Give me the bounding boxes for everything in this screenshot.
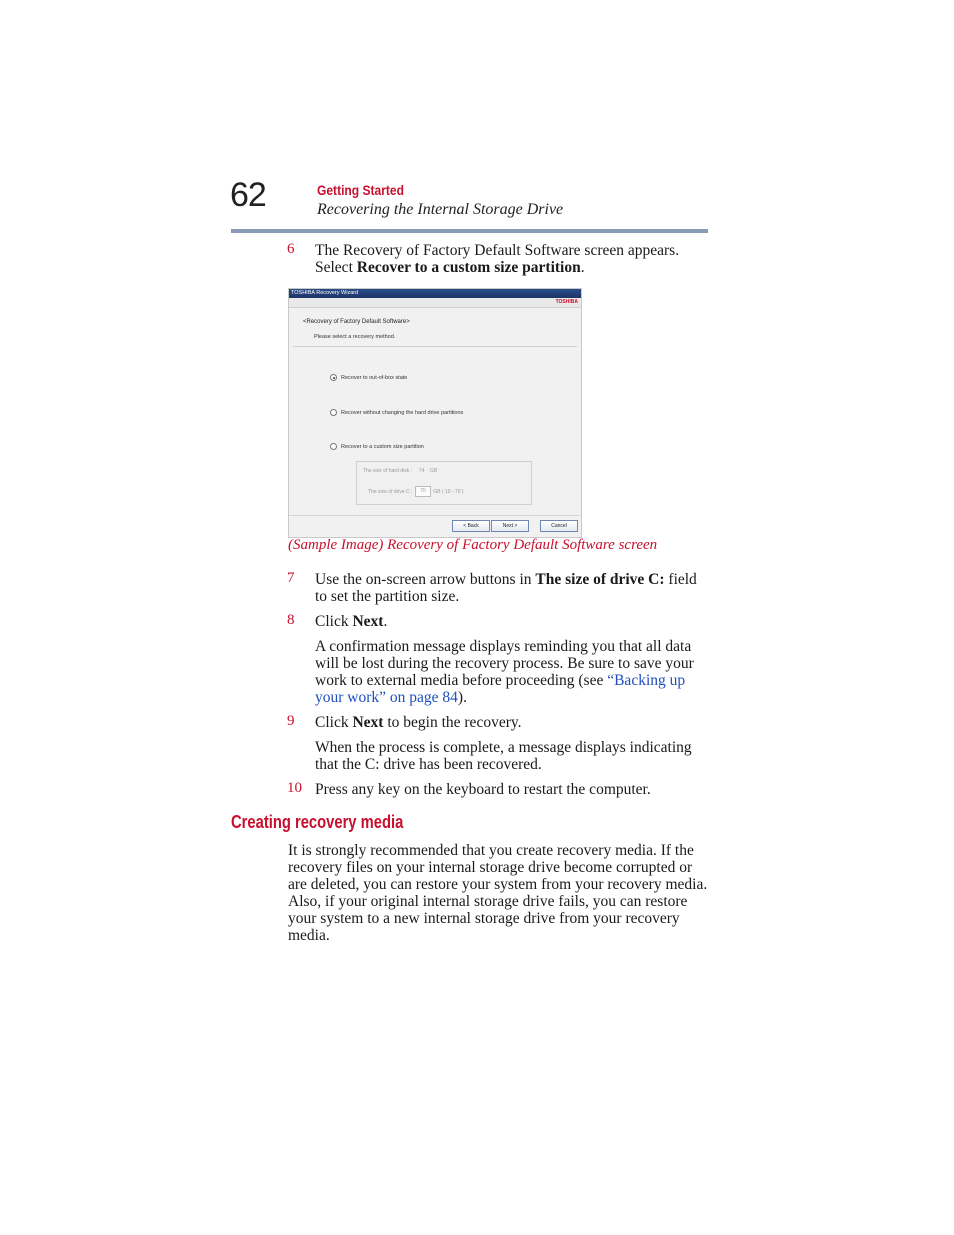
radio-icon[interactable] — [330, 374, 337, 381]
partition-size-group — [356, 461, 532, 505]
step-9-note: When the process is complete, a message displays indicating that the C: drive has been recovered. — [315, 739, 692, 773]
figure-caption: (Sample Image) Recovery of Factory Default Software screen — [288, 537, 658, 553]
divider — [289, 515, 581, 516]
step-number-9: 9 — [287, 713, 295, 729]
step-number-8: 8 — [287, 612, 295, 628]
step-7-text: Use the on-screen arrow buttons in The size of drive C: field to set the partition size. — [315, 571, 697, 605]
cancel-button[interactable]: Cancel — [540, 520, 578, 532]
radio-icon[interactable] — [330, 443, 337, 450]
option-custom-partition[interactable] — [330, 443, 424, 450]
step-number-10: 10 — [287, 780, 302, 796]
radio-icon[interactable] — [330, 409, 337, 416]
drive-c-size-stepper[interactable]: 70 — [415, 486, 431, 497]
step-8-text: Click Next. — [315, 613, 388, 630]
section-body: It is strongly recommended that you create recovery media. If the recovery files on your internal storage drive become corrupted or are deleted, you can restore your system from your recovery media. Also, if your original internal storage drive fails, you can restore your system to a new internal storage drive from your recovery media. — [288, 842, 708, 944]
wizard-title-bar: TOSHIBA Recovery Wizard — [289, 289, 582, 298]
option-label: Recover without changing the hard drive partitions — [341, 409, 464, 416]
step-number-7: 7 — [287, 570, 295, 586]
option-label: Recover to a custom size partition — [341, 443, 424, 450]
section-title: Getting Started — [317, 182, 404, 198]
step-10-text: Press any key on the keyboard to restart the computer. — [315, 781, 651, 798]
hard-disk-size-label: The size of hard disk : — [363, 468, 412, 474]
option-label: Recover to out-of-box state — [341, 374, 408, 381]
option-keep-partitions[interactable] — [330, 409, 463, 416]
next-button[interactable]: Next > — [491, 520, 529, 532]
hard-disk-size-value: 74 — [418, 468, 425, 474]
section-heading: Creating recovery media — [231, 812, 404, 832]
drive-c-size-row — [368, 486, 464, 497]
hard-disk-size-unit: GB — [430, 468, 438, 474]
header-rule — [231, 229, 708, 233]
step-6-text: The Recovery of Factory Default Software screen appears. Select Recover to a custom size partition. — [315, 242, 680, 276]
wizard-brand-bar — [289, 298, 581, 308]
step-number-6: 6 — [287, 241, 295, 257]
recovery-wizard-screenshot — [288, 288, 582, 538]
step-8-note: A confirmation message displays reminding you that all data will be lost during the recovery process. Be sure to save your work to external media before proceeding (see “Backing up your work” on page 84). — [315, 638, 694, 706]
drive-c-size-label: The size of drive C : — [368, 488, 413, 495]
option-out-of-box[interactable] — [330, 374, 407, 381]
back-button[interactable]: < Back — [452, 520, 490, 532]
drive-c-range: GB ( 10 - 70 ) — [433, 488, 464, 495]
wizard-subheading: Please select a recovery method. — [314, 334, 396, 340]
divider — [293, 346, 577, 347]
toshiba-logo: TOSHIBA — [555, 299, 578, 305]
wizard-heading: <Recovery of Factory Default Software> — [303, 319, 410, 325]
backing-up-link[interactable]: “Backing up your work” on page 84 — [315, 672, 686, 706]
section-subtitle: Recovering the Internal Storage Drive — [317, 201, 564, 218]
hard-disk-size-row — [363, 468, 437, 474]
step-9-text: Click Next to begin the recovery. — [315, 714, 522, 731]
page-number: 62 — [230, 176, 266, 214]
